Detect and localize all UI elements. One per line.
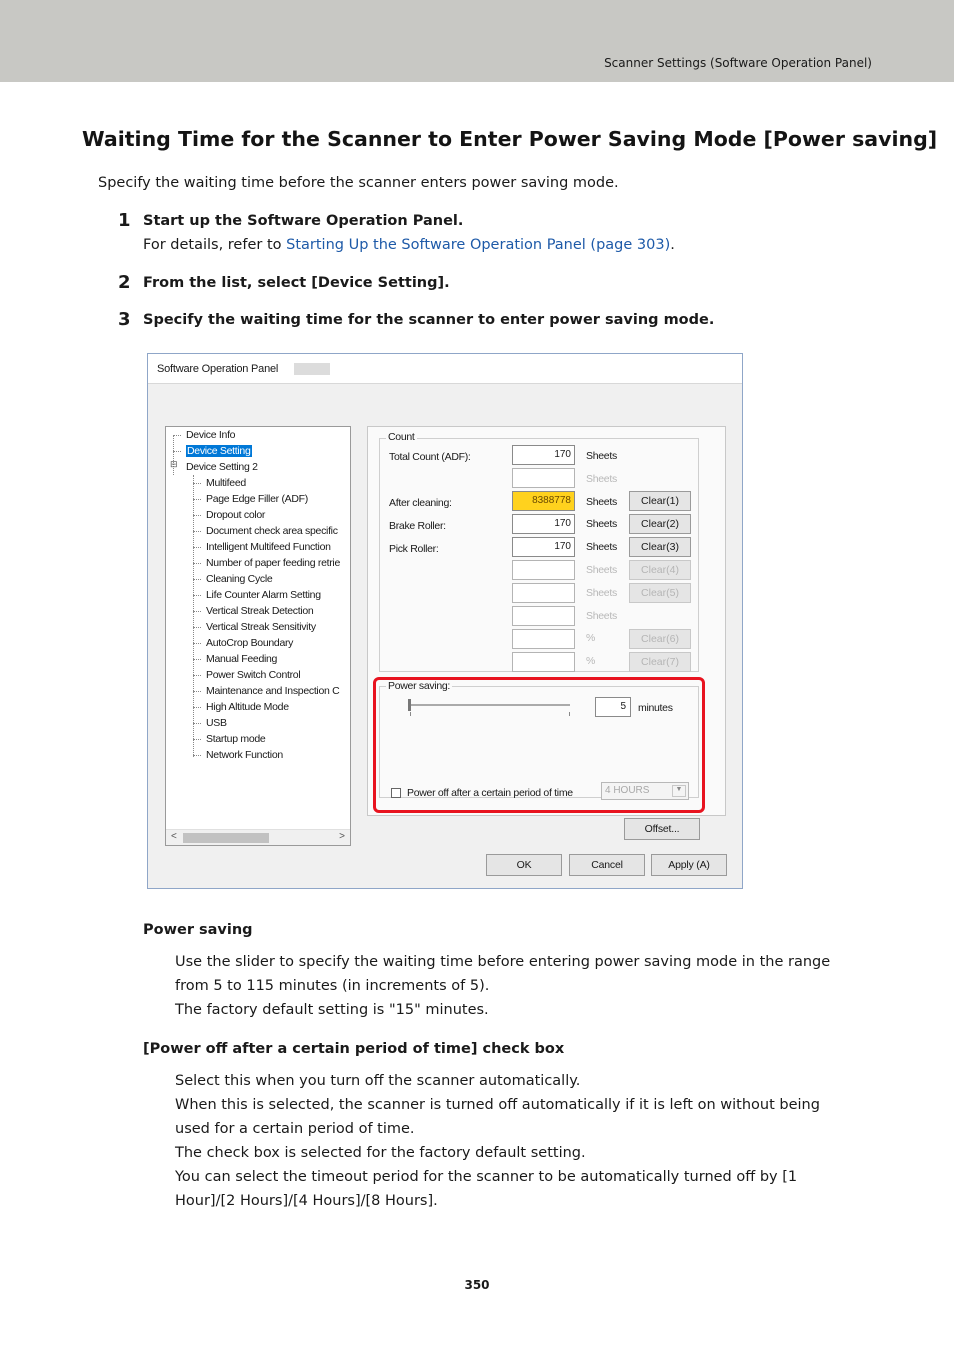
tree-item[interactable]: USB bbox=[206, 717, 227, 729]
chevron-down-icon[interactable]: ▼ bbox=[672, 785, 686, 797]
step-text: Specify the waiting time for the scanner to enter power saving mode. bbox=[143, 312, 715, 328]
paragraph-line: Hour]/[2 Hours]/[4 Hours]/[8 Hours]. bbox=[175, 1193, 438, 1209]
paragraph-line: The check box is selected for the factory default setting. bbox=[175, 1145, 586, 1161]
tree-item-device-setting[interactable]: Device Setting bbox=[187, 445, 251, 457]
unit-label: Sheets bbox=[586, 610, 617, 622]
blurred-model-name bbox=[294, 363, 330, 375]
step-detail bbox=[143, 237, 675, 253]
power-off-label: Power off after a certain period of time bbox=[407, 787, 573, 799]
tree-item-device-setting-2[interactable]: Device Setting 2 bbox=[186, 461, 258, 473]
power-saving-description bbox=[175, 950, 875, 1022]
page-title: Waiting Time for the Scanner to Enter Power Saving Mode [Power saving] bbox=[82, 127, 938, 151]
empty-count-field bbox=[512, 468, 575, 488]
section-title: Scanner Settings (Software Operation Panel) bbox=[604, 56, 872, 70]
unit-label: Sheets bbox=[586, 450, 617, 462]
step-text: From the list, select [Device Setting]. bbox=[143, 275, 450, 291]
paragraph-line: from 5 to 115 minutes (in increments of 5). bbox=[175, 978, 490, 994]
tree-item[interactable]: Number of paper feeding retrie bbox=[206, 557, 340, 569]
clear-7-button[interactable]: Clear(7) bbox=[629, 652, 691, 672]
minutes-label: minutes bbox=[638, 702, 673, 714]
after-cleaning-label: After cleaning: bbox=[389, 497, 452, 509]
step-detail-suffix: . bbox=[670, 237, 675, 253]
power-saving-label: Power saving: bbox=[388, 680, 451, 692]
step-number: 2 bbox=[118, 272, 131, 293]
tree-item[interactable]: Power Switch Control bbox=[206, 669, 301, 681]
settings-tree[interactable] bbox=[165, 426, 351, 846]
step-number: 3 bbox=[118, 309, 131, 330]
pick-roller-field: 170 bbox=[512, 537, 575, 557]
brake-roller-field: 170 bbox=[512, 514, 575, 534]
dialog-titlebar bbox=[148, 354, 742, 384]
tree-item[interactable]: Vertical Streak Detection bbox=[206, 605, 314, 617]
paragraph-line: Use the slider to specify the waiting time before entering power saving mode in the range bbox=[175, 954, 831, 970]
unit-label: Sheets bbox=[586, 496, 617, 508]
tree-item[interactable]: Intelligent Multifeed Function bbox=[206, 541, 331, 553]
tree-item[interactable]: Startup mode bbox=[206, 733, 266, 745]
paragraph-line: You can select the timeout period for the scanner to be automatically turned off by [1 bbox=[175, 1169, 798, 1185]
unit-label: Sheets bbox=[586, 587, 617, 599]
clear-5-button[interactable]: Clear(5) bbox=[629, 583, 691, 603]
page-header bbox=[0, 0, 954, 82]
collapse-icon[interactable]: ⊟ bbox=[170, 459, 178, 469]
tree-item[interactable]: High Altitude Mode bbox=[206, 701, 289, 713]
tree-item[interactable]: Vertical Streak Sensitivity bbox=[206, 621, 316, 633]
power-off-heading: [Power off after a certain period of time] check box bbox=[143, 1041, 565, 1057]
step-text: Start up the Software Operation Panel. bbox=[143, 213, 464, 229]
step-number: 1 bbox=[118, 210, 131, 231]
clear-3-button[interactable]: Clear(3) bbox=[629, 537, 691, 557]
clear-6-button[interactable]: Clear(6) bbox=[629, 629, 691, 649]
ok-button[interactable]: OK bbox=[486, 854, 562, 876]
total-count-field: 170 bbox=[512, 445, 575, 465]
pick-roller-label: Pick Roller: bbox=[389, 543, 439, 555]
scroll-left-icon[interactable]: < bbox=[171, 831, 177, 842]
step-detail-prefix: For details, refer to bbox=[143, 237, 287, 253]
scroll-right-icon[interactable]: > bbox=[339, 831, 345, 842]
software-operation-panel-dialog bbox=[147, 353, 743, 889]
power-off-period-value: 4 HOURS bbox=[605, 785, 650, 796]
intro-text: Specify the waiting time before the scanner enters power saving mode. bbox=[98, 175, 619, 191]
unit-label: Sheets bbox=[586, 564, 617, 576]
tree-item[interactable]: Page Edge Filler (ADF) bbox=[206, 493, 308, 505]
apply-button[interactable]: Apply (A) bbox=[651, 854, 727, 876]
total-count-label: Total Count (ADF): bbox=[389, 451, 471, 463]
power-off-description bbox=[175, 1069, 875, 1213]
power-saving-minutes-field[interactable]: 5 bbox=[595, 697, 631, 717]
brake-roller-label: Brake Roller: bbox=[389, 520, 446, 532]
clear-2-button[interactable]: Clear(2) bbox=[629, 514, 691, 534]
unit-label: Sheets bbox=[586, 541, 617, 553]
tree-item[interactable]: Multifeed bbox=[206, 477, 246, 489]
offset-button[interactable]: Offset... bbox=[624, 818, 700, 840]
empty-count-field bbox=[512, 560, 575, 580]
tree-horizontal-scrollbar[interactable] bbox=[166, 829, 350, 845]
empty-count-field bbox=[512, 606, 575, 626]
paragraph-line: When this is selected, the scanner is turned off automatically if it is left on without being bbox=[175, 1097, 820, 1113]
tree-item[interactable]: Network Function bbox=[206, 749, 283, 761]
tree-item[interactable]: Cleaning Cycle bbox=[206, 573, 273, 585]
unit-label: % bbox=[586, 632, 596, 644]
empty-count-field bbox=[512, 652, 575, 672]
paragraph-line: The factory default setting is "15" minutes. bbox=[175, 1002, 489, 1018]
paragraph-line: Select this when you turn off the scanner automatically. bbox=[175, 1073, 581, 1089]
dialog-title: Software Operation Panel bbox=[157, 363, 279, 375]
highlight-frame bbox=[373, 677, 705, 813]
tree-item[interactable]: AutoCrop Boundary bbox=[206, 637, 294, 649]
scrollbar-thumb[interactable] bbox=[183, 833, 269, 843]
tree-item[interactable]: Dropout color bbox=[206, 509, 266, 521]
tree-item-device-info[interactable]: Device Info bbox=[186, 429, 236, 441]
tree-item[interactable]: Document check area specific bbox=[206, 525, 338, 537]
unit-label: Sheets bbox=[586, 473, 617, 485]
power-saving-heading: Power saving bbox=[143, 922, 253, 938]
cancel-button[interactable]: Cancel bbox=[569, 854, 645, 876]
unit-label: Sheets bbox=[586, 518, 617, 530]
clear-1-button[interactable]: Clear(1) bbox=[629, 491, 691, 511]
empty-count-field bbox=[512, 629, 575, 649]
paragraph-line: used for a certain period of time. bbox=[175, 1121, 415, 1137]
clear-4-button[interactable]: Clear(4) bbox=[629, 560, 691, 580]
tree-item[interactable]: Manual Feeding bbox=[206, 653, 278, 665]
count-group-label: Count bbox=[388, 431, 415, 443]
empty-count-field bbox=[512, 583, 575, 603]
after-cleaning-field: 8388778 bbox=[512, 491, 575, 511]
page-number: 350 bbox=[464, 1278, 490, 1292]
unit-label: % bbox=[586, 655, 596, 667]
tree-item[interactable]: Life Counter Alarm Setting bbox=[206, 589, 321, 601]
tree-item[interactable]: Maintenance and Inspection C bbox=[206, 685, 340, 697]
reference-link[interactable]: Starting Up the Software Operation Panel (page 303) bbox=[286, 237, 671, 253]
